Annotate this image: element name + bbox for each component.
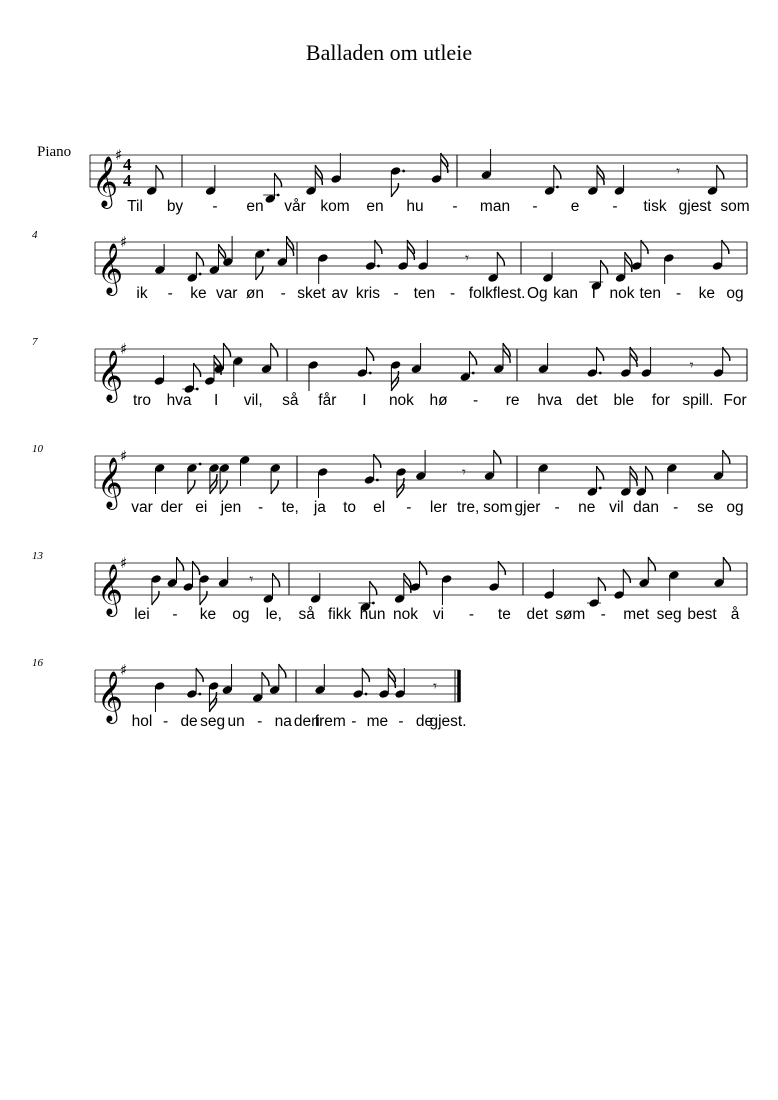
augmentation-dot [196, 388, 199, 391]
lyric-syllable: dan [633, 499, 659, 516]
lyric-syllable: nok [388, 392, 414, 409]
lyric-syllable: ke [199, 606, 217, 623]
augmentation-dot [556, 186, 559, 189]
augmentation-dot [365, 693, 368, 696]
lyric-syllable: tro [132, 392, 152, 409]
augmentation-dot [376, 479, 379, 482]
lyric-syllable: en [246, 198, 264, 215]
lyric-syllable: - [452, 198, 458, 215]
time-signature-top: 4 [123, 155, 132, 174]
augmentation-dot [199, 273, 202, 276]
treble-clef: 𝄞 [97, 671, 124, 722]
lyric-syllable: lei [134, 606, 150, 623]
lyric-syllable: by [166, 198, 184, 215]
lyric-syllable: - [212, 198, 218, 215]
lyric-syllable: gjest. [429, 713, 467, 730]
lyric-syllable: el [373, 499, 386, 516]
lyric-syllable: - [393, 285, 399, 302]
lyric-syllable: jen [220, 499, 242, 516]
lyric-syllable: søm [555, 606, 586, 623]
lyric-syllable: hø [429, 392, 448, 409]
lyric-syllable: spill. [682, 392, 714, 409]
treble-clef: 𝄞 [97, 350, 124, 401]
lyric-syllable: seg [200, 713, 226, 730]
staff-system [32, 657, 467, 730]
lyric-syllable: nok [393, 606, 419, 623]
lyric-syllable: - [257, 713, 263, 730]
note-flag [177, 557, 184, 571]
lyric-syllable: for [651, 392, 670, 409]
lyric-syllable: I [591, 285, 596, 302]
eighth-rest: 𝄾 [676, 162, 681, 180]
key-signature-sharp: ♯ [115, 146, 123, 164]
lyric-syllable: gjer [514, 499, 541, 516]
note-flag [271, 343, 278, 357]
lyric-syllable: vil [609, 499, 624, 516]
lyric-syllable: folk [468, 285, 493, 302]
lyric-syllable: så [298, 606, 315, 623]
lyric-syllable: ble [613, 392, 635, 409]
measure-number: 13 [32, 550, 43, 562]
lyric-syllable: hu [406, 198, 424, 215]
note-flag [391, 183, 398, 197]
lyric-syllable: - [673, 499, 679, 516]
lyric-syllable: det [526, 606, 549, 623]
note-flag [597, 466, 604, 480]
staff-system [32, 550, 747, 623]
lyric-syllable: som [720, 198, 750, 215]
lyric-syllable: å [730, 606, 740, 623]
lyric-syllable: best [687, 606, 717, 623]
note-flag [271, 480, 278, 494]
lyric-syllable: ten [413, 285, 436, 302]
lyric-syllable: I [362, 392, 367, 409]
lyric-syllable: Og [526, 285, 548, 302]
lyric-syllable: fikk [328, 606, 352, 623]
lyric-syllable: un [227, 713, 245, 730]
treble-clef: 𝄞 [97, 243, 124, 294]
lyric-syllable: kan [553, 285, 579, 302]
key-signature-sharp: ♯ [120, 340, 128, 358]
measure-number: 4 [32, 229, 38, 241]
measure-number: 10 [32, 443, 43, 455]
augmentation-dot [402, 170, 405, 173]
lyric-syllable: to [343, 499, 357, 516]
lyric-syllable: vår [284, 198, 306, 215]
lyric-syllable: ik [136, 285, 148, 302]
note-flag [256, 266, 263, 280]
lyric-syllable: - [280, 285, 286, 302]
treble-clef: 𝄞 [97, 457, 124, 508]
lyric-syllable: ke [190, 285, 207, 302]
lyric-syllable: - [162, 713, 169, 730]
lyric-syllable: met [623, 606, 650, 623]
key-signature-sharp: ♯ [120, 554, 128, 572]
note-flag [262, 672, 269, 686]
note-flag [152, 591, 159, 605]
lyric-syllable: te, [281, 499, 299, 516]
note-flag [723, 557, 730, 571]
lyric-syllable: ke [698, 285, 715, 302]
lyric-syllable: så [282, 392, 299, 409]
note-flag [648, 557, 655, 571]
time-signature-bottom: 4 [123, 171, 132, 190]
key-signature-sharp: ♯ [120, 447, 128, 465]
lyric-syllable: - [675, 285, 682, 302]
augmentation-dot [472, 372, 475, 375]
eighth-rest: 𝄾 [249, 570, 254, 588]
lyric-syllable: vi [432, 606, 445, 623]
lyric-syllable: var [131, 499, 153, 516]
lyric-syllable: de [415, 713, 434, 730]
lyric-syllable: man [479, 198, 511, 215]
lyric-syllable: For [723, 392, 747, 409]
lyric-syllable: Til [127, 198, 143, 215]
lyric-syllable: frem [314, 713, 346, 730]
lyric-syllable: som [483, 499, 513, 516]
staff-system [32, 229, 747, 302]
lyric-syllable: der [160, 499, 183, 516]
eighth-rest: 𝄾 [465, 249, 469, 267]
note-flag [645, 466, 652, 480]
lyric-syllable: - [351, 713, 357, 730]
staff-system [90, 146, 750, 215]
lyric-syllable: - [554, 499, 560, 516]
eighth-rest: 𝄾 [461, 463, 466, 481]
lyric-syllable: re [505, 392, 520, 409]
lyric-syllable: seg [656, 606, 682, 623]
note-flag [601, 260, 608, 274]
note-flag [554, 165, 561, 179]
lyric-syllable: - [406, 499, 412, 516]
lyric-syllable: na [274, 713, 292, 730]
lyric-syllable: nok [609, 285, 635, 302]
lyric-syllable: - [532, 198, 538, 215]
note-flag [279, 664, 286, 678]
lyric-syllable: hol [131, 713, 153, 730]
treble-clef: 𝄞 [97, 564, 124, 615]
lyric-syllable: - [172, 606, 178, 623]
lyric-syllable: og [232, 606, 250, 623]
note-flag [223, 343, 230, 357]
note-flag [188, 480, 195, 494]
lyric-syllable: - [600, 606, 606, 623]
lyric-syllable: te [497, 606, 511, 623]
lyric-syllable: tisk [643, 198, 667, 215]
note-flag [494, 450, 501, 464]
augmentation-dot [277, 194, 280, 197]
lyric-syllable: - [167, 285, 173, 302]
lyric-syllable: en [366, 198, 384, 215]
key-signature-sharp: ♯ [120, 233, 128, 251]
treble-clef: 𝄞 [92, 156, 119, 207]
augmentation-dot [267, 249, 270, 252]
lyric-syllable: ne [578, 499, 596, 516]
lyric-syllable: og [726, 285, 744, 302]
score-title: Balladen om utleie [305, 40, 473, 65]
lyric-syllable: - [472, 392, 479, 409]
lyric-syllable: - [612, 198, 618, 215]
lyric-syllable: av [331, 285, 348, 302]
lyric-syllable: tre, [456, 499, 480, 516]
lyric-syllable: ja [313, 499, 326, 516]
augmentation-dot [372, 602, 375, 605]
lyric-syllable: - [258, 499, 264, 516]
note-flag [717, 165, 724, 179]
augmentation-dot [599, 487, 602, 490]
note-flag [156, 165, 163, 179]
note-flag [723, 450, 730, 464]
lyric-syllable: får [318, 392, 337, 409]
lyric-syllable: vil, [243, 392, 263, 409]
lyric-syllable: - [468, 606, 475, 623]
lyric-syllable: - [398, 713, 404, 730]
measure-number: 16 [32, 657, 43, 669]
note-flag [220, 480, 227, 494]
lyric-syllable: de [180, 713, 198, 730]
measure-number: 7 [32, 336, 38, 348]
lyric-syllable: kom [320, 198, 350, 215]
note-flag [370, 581, 377, 595]
lyric-syllable: det [575, 392, 598, 409]
note-flag [274, 173, 281, 187]
lyric-syllable: ei [195, 499, 208, 516]
lyric-syllable: - [450, 285, 456, 302]
augmentation-dot [377, 265, 380, 268]
lyric-syllable: hva [166, 392, 192, 409]
instrument-label: Piano [37, 144, 72, 160]
eighth-rest: 𝄾 [433, 677, 437, 695]
lyric-syllable: hva [537, 392, 563, 409]
lyric-syllable: me [366, 713, 389, 730]
augmentation-dot [198, 693, 201, 696]
lyric-syllable: øn [245, 285, 264, 302]
lyric-syllable: kris [355, 285, 380, 302]
lyric-syllable: hun [359, 606, 386, 623]
lyric-syllable: sket [297, 285, 326, 302]
eighth-rest: 𝄾 [689, 356, 694, 374]
lyric-syllable: e [570, 198, 580, 215]
augmentation-dot [599, 372, 602, 375]
lyric-syllable: flest. [492, 285, 526, 302]
lyric-syllable: ten [639, 285, 662, 302]
lyric-syllable: var [215, 285, 238, 302]
augmentation-dot [199, 463, 202, 466]
staff-system [32, 443, 747, 516]
lyric-syllable: ler [429, 499, 448, 516]
lyric-syllable: den [293, 713, 320, 730]
augmentation-dot [369, 372, 372, 375]
lyric-syllable: og [726, 499, 744, 516]
note-flag [497, 252, 504, 266]
staff-system [32, 336, 747, 409]
key-signature-sharp: ♯ [120, 661, 128, 679]
note-flag [273, 573, 280, 587]
lyric-syllable: le, [265, 606, 282, 623]
lyric-syllable: I [213, 392, 219, 409]
note-flag [196, 252, 203, 266]
note-flag [470, 351, 477, 365]
lyric-syllable: gjest [678, 198, 712, 215]
note-flag [200, 591, 207, 605]
lyric-syllable: se [697, 499, 714, 516]
